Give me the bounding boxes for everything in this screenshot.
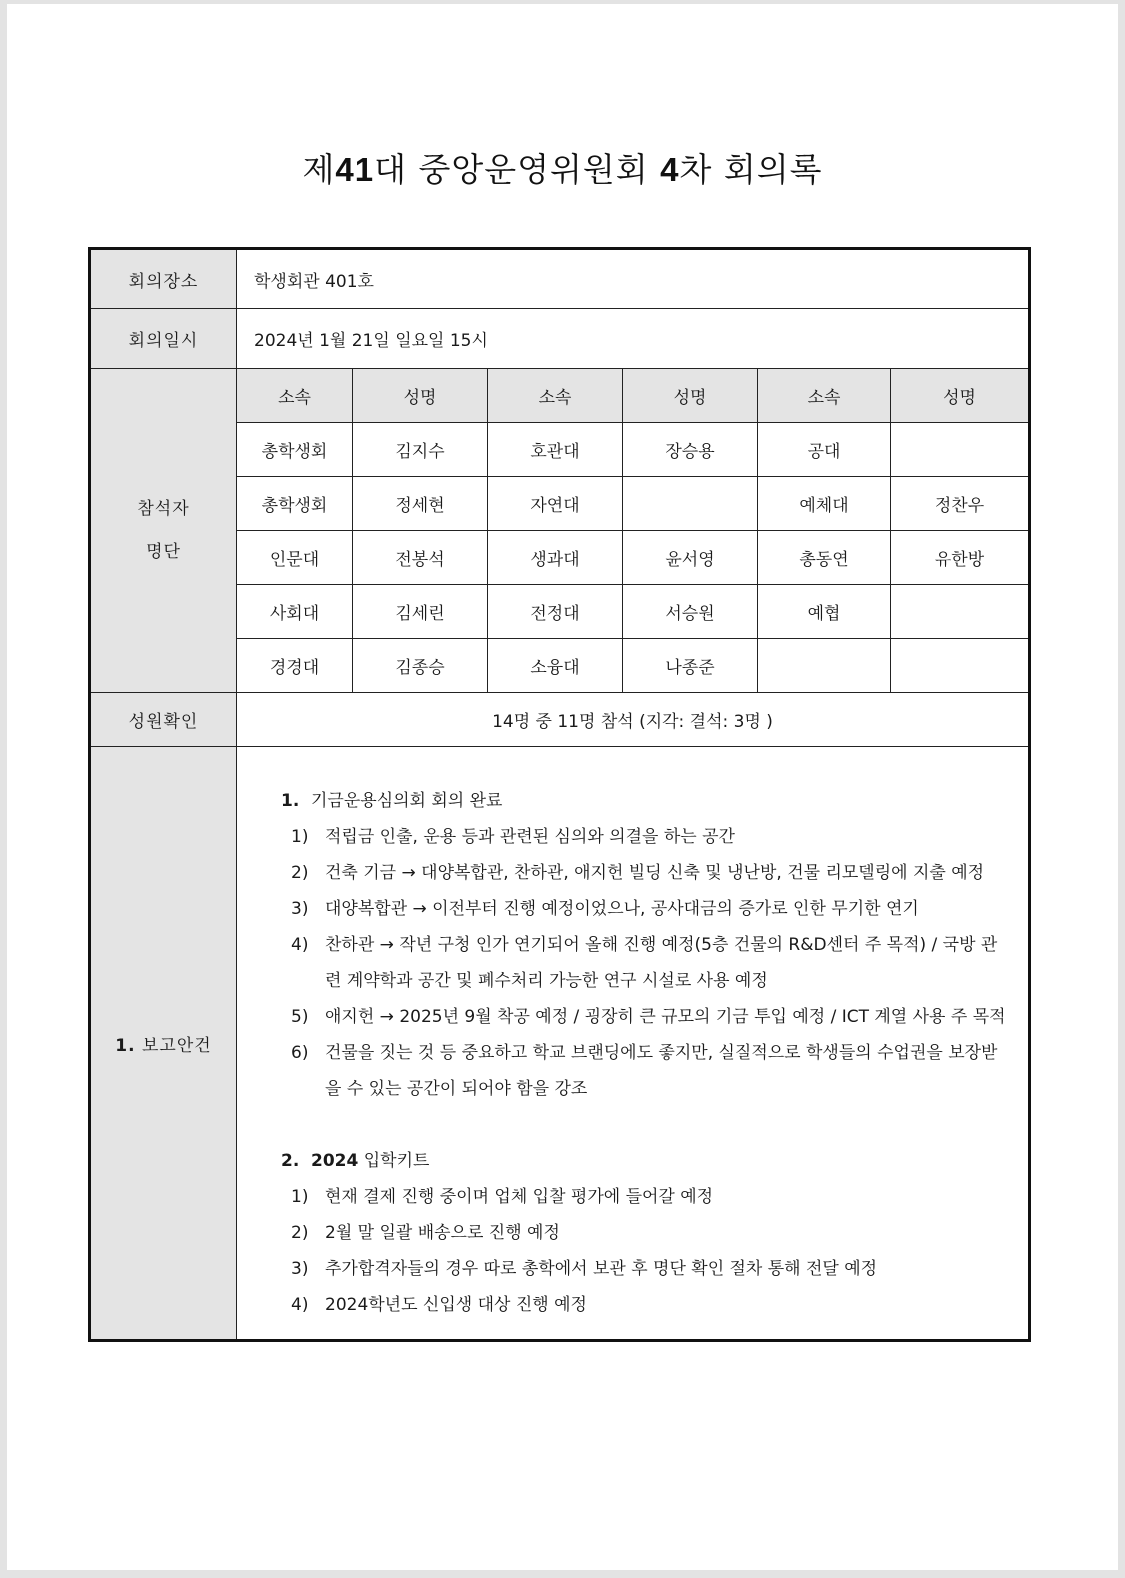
attendees-header-affiliation: 소속 [758,369,891,423]
report-label-num: 1. [115,1035,136,1056]
minutes-table [88,247,1031,1342]
attendee-name: 정세현 [353,477,488,531]
report-section-title-year: 2024 [311,1151,359,1171]
report-item-text: 추가합격자들의 경우 따로 총학에서 보관 후 명단 확인 절차 통해 전달 예정 [325,1259,878,1279]
report-item-text: 건축 기금 → 대양복합관, 찬하관, 애지헌 빌딩 신축 및 냉난방, 건물 리모델링에 지출 예정 [325,863,985,883]
attendee-name [623,477,758,531]
report-item [277,1179,1018,1215]
report-item-number: 4) [291,935,309,955]
quorum-row [90,693,1030,747]
attendee-name: 김지수 [353,423,488,477]
attendee-name: 나종준 [623,639,758,693]
attendees-header-affiliation: 소속 [488,369,623,423]
attendee-affiliation: 예협 [758,585,891,639]
attendees-header-name: 성명 [623,369,758,423]
datetime-row [90,309,1030,369]
datetime-label: 회의일시 [90,309,237,369]
report-item [277,1251,1018,1287]
attendee-affiliation: 총동연 [758,531,891,585]
report-section-title [281,1143,1018,1179]
attendees-header-row [90,369,1030,423]
report-item-number: 1) [291,1187,309,1207]
attendee-name: 김종승 [353,639,488,693]
datetime-value: 2024년 1월 21일 일요일 15시 [237,309,1030,369]
attendee-affiliation: 총학생회 [237,477,353,531]
attendees-header-name: 성명 [353,369,488,423]
title-session: 4 [660,151,680,188]
attendees-label-line2: 명단 [146,541,181,562]
attendee-affiliation: 호관대 [488,423,623,477]
report-label [90,747,237,1341]
attendee-name: 유한방 [891,531,1030,585]
title-suffix: 차 회의록 [679,150,823,189]
report-item-text: 2024학년도 신입생 대상 진행 예정 [325,1295,587,1315]
report-section-number: 2. [281,1151,300,1171]
title-term: 41 [335,151,375,188]
quorum-label: 성원확인 [90,693,237,747]
attendee-name: 정찬우 [891,477,1030,531]
report-item-number: 2) [291,863,309,883]
quorum-value: 14명 중 11명 참석 (지각: 결석: 3명 ) [237,693,1030,747]
report-item-text: 대양복합관 → 이전부터 진행 예정이었으나, 공사대금의 증가로 인한 무기한 연기 [325,899,919,919]
report-item-number: 2) [291,1223,309,1243]
attendee-name [891,423,1030,477]
attendee-name: 장승용 [623,423,758,477]
report-item-text: 2월 말 일괄 배송으로 진행 예정 [325,1223,560,1243]
attendee-affiliation: 사회대 [237,585,353,639]
document-page [7,4,1118,1570]
report-item [277,1215,1018,1251]
attendee-affiliation [758,639,891,693]
report-section-title-text: 기금운용심의회 회의 완료 [311,791,503,811]
place-row [90,249,1030,309]
report-item [277,891,1018,927]
attendees-header-affiliation: 소속 [237,369,353,423]
report-item-text: 찬하관 → 작년 구청 인가 연기되어 올해 진행 예정(5층 건물의 R&D센터 주 목적) / 국방 관련 계약학과 공간 및 폐수처리 가능한 연구 시설로 사용 예정 [325,935,998,991]
report-section-title-text: 입학키트 [358,1151,430,1171]
report-item [277,1287,1018,1323]
attendee-name [891,639,1030,693]
attendee-affiliation: 자연대 [488,477,623,531]
attendee-affiliation: 소융대 [488,639,623,693]
report-item [277,855,1018,891]
attendee-name: 서승원 [623,585,758,639]
report-item-number: 3) [291,1259,309,1279]
attendee-affiliation: 총학생회 [237,423,353,477]
attendees-header-name: 성명 [891,369,1030,423]
report-item [277,927,1018,999]
report-row [90,747,1030,1341]
report-item-text: 현재 결제 진행 중이며 업체 입찰 평가에 들어갈 예정 [325,1187,714,1207]
attendee-affiliation: 예체대 [758,477,891,531]
attendees-label-line1: 참석자 [137,498,190,519]
attendee-name: 윤서영 [623,531,758,585]
report-item [277,1035,1018,1107]
place-value: 학생회관 401호 [237,249,1030,309]
report-content [237,747,1030,1341]
attendee-affiliation: 전정대 [488,585,623,639]
report-section-title [281,783,1018,819]
place-label: 회의장소 [90,249,237,309]
report-item-text: 애지헌 → 2025년 9월 착공 예정 / 굉장히 큰 규모의 기금 투입 예정 / ICT 계열 사용 주 목적 [325,1007,1006,1027]
report-item-number: 3) [291,899,309,919]
attendee-name: 전봉석 [353,531,488,585]
report-item-number: 5) [291,1007,309,1027]
report-item-number: 1) [291,827,309,847]
attendee-name [891,585,1030,639]
attendee-name: 김세린 [353,585,488,639]
report-item [277,819,1018,855]
report-section-number: 1. [281,791,300,811]
attendee-affiliation: 생과대 [488,531,623,585]
report-label-text: 보고안건 [142,1035,212,1056]
report-item [277,999,1018,1035]
page-title [7,144,1118,191]
report-item-text: 건물을 짓는 것 등 중요하고 학교 브랜딩에도 좋지만, 실질적으로 학생들의 수업권을 보장받을 수 있는 공간이 되어야 함을 강조 [325,1043,998,1099]
report-item-text: 적립금 인출, 운용 등과 관련된 심의와 의결을 하는 공간 [325,827,735,847]
section-spacer [277,1107,1018,1143]
attendee-affiliation: 경경대 [237,639,353,693]
title-prefix: 제 [302,150,336,189]
attendees-label [90,369,237,693]
report-item-number: 4) [291,1295,309,1315]
report-item-number: 6) [291,1043,309,1063]
title-mid: 대 중앙운영위원회 [374,150,661,189]
attendee-affiliation: 공대 [758,423,891,477]
attendee-affiliation: 인문대 [237,531,353,585]
